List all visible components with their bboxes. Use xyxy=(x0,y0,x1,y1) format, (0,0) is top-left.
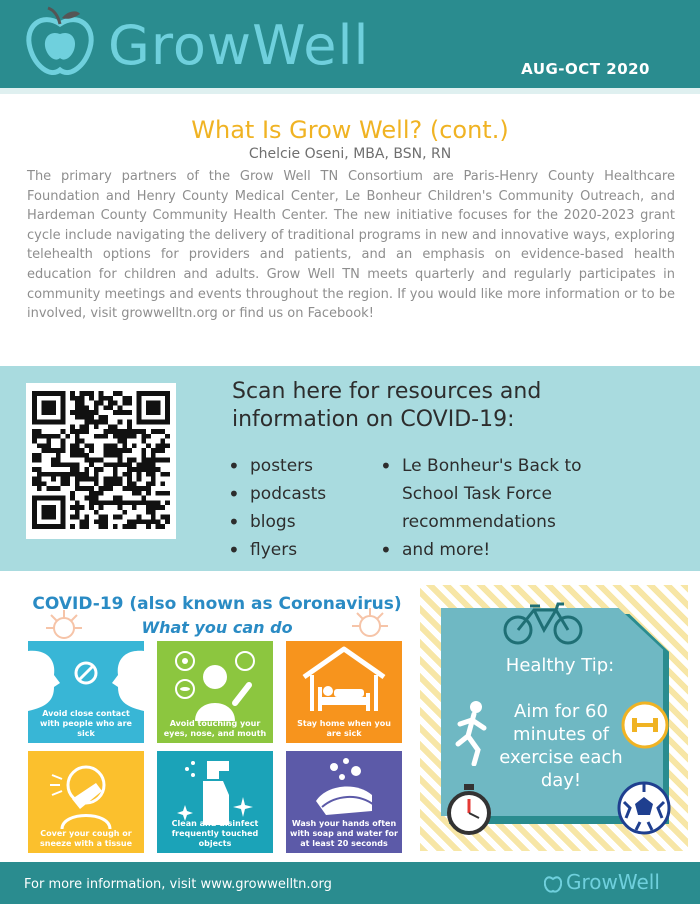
resource-list-left xyxy=(228,452,326,564)
apple-logo-icon xyxy=(544,874,562,894)
logo-wordmark: GrowWell xyxy=(108,14,370,77)
tile-caption: Stay home when you are sick xyxy=(297,719,391,738)
tile-avoid-touching xyxy=(157,641,273,743)
footer-logo-wordmark: GrowWell xyxy=(566,870,660,894)
house-bed-icon xyxy=(286,641,402,721)
author-byline: Chelcie Oseni, MBA, BSN, RN xyxy=(248,146,452,162)
tile-clean-disinfect xyxy=(157,751,273,853)
sneeze-icon xyxy=(28,751,144,831)
bicycle-icon xyxy=(500,600,586,646)
list-item: • posters xyxy=(228,452,326,480)
healthy-tip-title: Healthy Tip: xyxy=(505,655,615,676)
stopwatch-icon xyxy=(446,782,492,836)
tile-caption: Clean and disinfect frequently touched objects xyxy=(171,819,259,848)
resource-list-right xyxy=(380,452,640,564)
footer-logo xyxy=(544,870,664,898)
section-title: What Is Grow Well? (cont.) xyxy=(191,116,509,144)
face-touch-icon xyxy=(157,641,273,721)
footer-info-text[interactable]: For more information, visit www.growwelltn.org xyxy=(24,877,332,892)
list-item: • Le Bonheur's Back to School Task Force recommendations xyxy=(380,452,640,536)
intro-paragraph: The primary partners of the Grow Well TN Consortium are Paris-Henry County Healthcare Foundation and Henry County Medical Center, Le Bonheur Children's Community Outreach, and Hardeman County Community Health Center. The new initiative focuses for the 2020-2023 grant cycle include navigating the delivery of traditional programs in new and innovative ways, exploring telehealth options for providers and patients, and an emphasis on evidence-based health education for children and adults. Grow Well TN meets quarterly and regularly participates in community meetings and events throughout the region. If you would like more information or to be involved, visit growwelltn.org or find us on Facebook! xyxy=(27,169,675,322)
covid-actions-title: COVID-19 (also known as Coronavirus) xyxy=(32,594,402,614)
header-divider xyxy=(0,88,700,94)
healthy-tip-text: Aim for 60 minutes of exercise each day! xyxy=(499,701,623,791)
tile-cover-cough xyxy=(28,751,144,853)
covid-actions-subtitle: What you can do xyxy=(141,618,293,637)
tile-caption: Wash your hands often with soap and water for at least 20 seconds xyxy=(290,819,398,848)
apple-logo-icon xyxy=(20,4,100,84)
growwell-logo xyxy=(20,4,370,86)
runner-icon xyxy=(454,700,490,766)
list-item: • and more! xyxy=(380,536,640,564)
qr-code[interactable] xyxy=(26,383,176,539)
edition-date: AUG-OCT 2020 xyxy=(521,60,650,78)
list-item: • blogs xyxy=(228,508,326,536)
tile-stay-home xyxy=(286,641,402,743)
tile-caption: Cover your cough or sneeze with a tissue xyxy=(39,829,132,848)
list-item: • podcasts xyxy=(228,480,326,508)
tile-caption: Avoid close contact with people who are sick xyxy=(40,709,132,738)
list-item: • flyers xyxy=(228,536,326,564)
dumbbell-icon xyxy=(620,700,670,750)
tile-caption: Avoid touching your eyes, nose, and mouth xyxy=(163,719,267,738)
qr-code-icon xyxy=(32,391,170,529)
soccer-ball-icon xyxy=(616,780,672,836)
tile-avoid-contact xyxy=(28,641,144,743)
scan-heading: Scan here for resources and information on COVID-19: xyxy=(232,379,542,432)
tile-wash-hands xyxy=(286,751,402,853)
